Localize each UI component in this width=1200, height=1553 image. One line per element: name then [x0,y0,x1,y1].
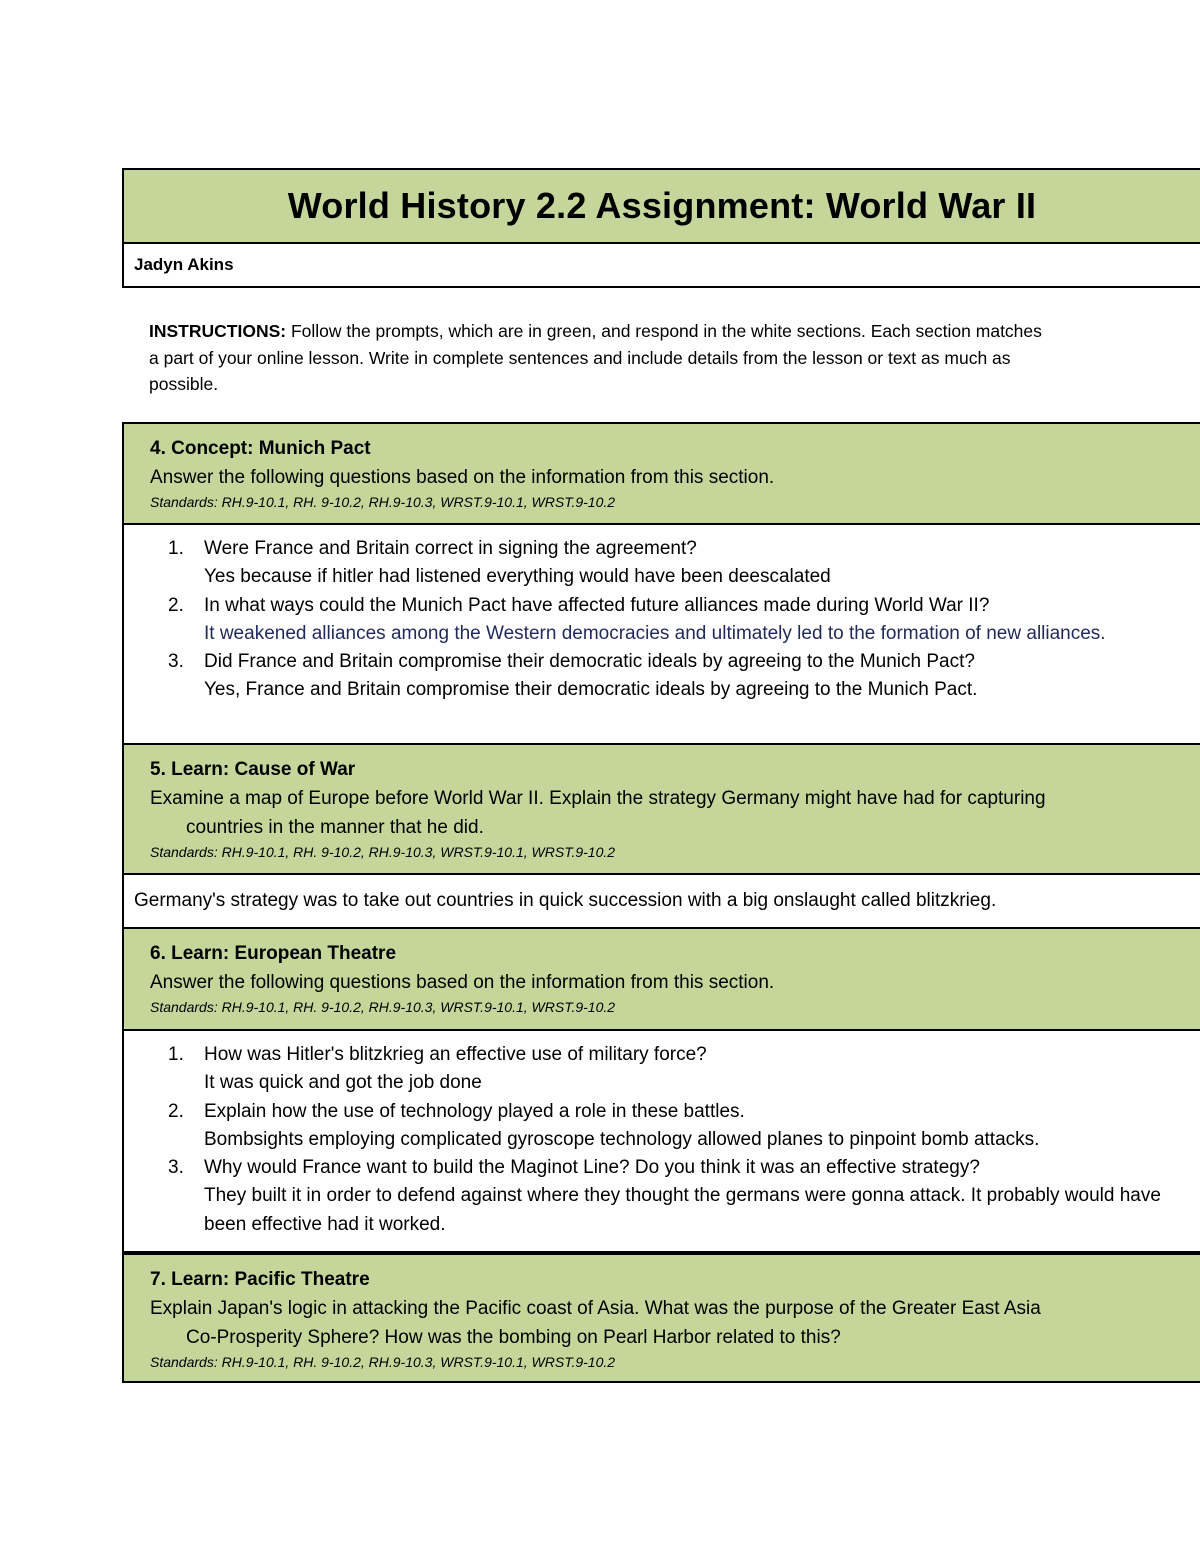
list-item [168,648,1200,705]
section-4-prompt [122,422,1200,525]
page-title: World History 2.2 Assignment: World War II [287,185,1037,226]
answer-text[interactable]: Bombsights employing complicated gyroscope technology allowed planes to pinpoint bomb attacks. [204,1128,1040,1150]
section-7-prompt [122,1253,1200,1383]
answer-text[interactable]: Germany's strategy was to take out countries in quick succession with a big onslaught called blitzkrieg. [134,890,997,911]
list-item [168,592,1200,649]
question-text: How was Hitler's blitzkrieg an effective use of military force? [204,1044,707,1065]
question-text: Were France and Britain correct in signing the agreement? [204,538,697,559]
item-number: 3. [168,1157,184,1179]
answer-text[interactable]: It weakened alliances among the Western democracies and ultimately led to the formation of new alliances. [204,622,1106,644]
question-text: Why would France want to build the Maginot Line? Do you think it was an effective strategy? [204,1157,980,1179]
instructions-text: Follow the prompts, which are in green, and respond in the white sections. Each section matches a part of your online lesson. Write in complete sentences and include details from the lesson or text as much as possible. [149,321,1042,394]
section-6-prompt [122,929,1200,1031]
list-item [168,1098,1200,1155]
item-number: 1. [168,1044,184,1065]
answer-text[interactable]: Yes, France and Britain compromise their democratic ideals by agreeing to the Munich Pact. [204,679,978,701]
instructions-label: INSTRUCTIONS: [149,321,287,341]
answer-text[interactable]: Yes because if hitler had listened everything would have been deescalated [204,566,831,588]
standards: Standards: RH.9-10.1, RH. 9-10.2, RH.9-10.3, WRST.9-10.1, WRST.9-10.2 [150,1354,616,1370]
section-6-answers[interactable] [122,1031,1200,1253]
question-text: Did France and Britain compromise their democratic ideals by agreeing to the Munich Pact? [204,651,975,673]
prompt-line-cont: Co-Prosperity Sphere? How was the bombing on Pearl Harbor related to this? [186,1327,841,1348]
section-5-prompt [122,745,1200,875]
list-item [168,535,1200,592]
title-row [122,168,1200,244]
item-number: 2. [168,1100,184,1122]
standards: Standards: RH.9-10.1, RH. 9-10.2, RH.9-10.3, WRST.9-10.1, WRST.9-10.2 [150,844,616,860]
prompt-line-cont: countries in the manner that he did. [186,817,484,838]
section-prompt: Answer the following questions based on the information from this section. [150,467,775,488]
standards: Standards: RH.9-10.1, RH. 9-10.2, RH.9-10.3, WRST.9-10.1, WRST.9-10.2 [150,494,616,510]
worksheet [122,168,1200,1383]
answer-text[interactable]: They built it in order to defend against where they thought the germans were gonna attack. It probably would have been effective had it worked. [204,1185,1161,1235]
standards: Standards: RH.9-10.1, RH. 9-10.2, RH.9-10.3, WRST.9-10.1, WRST.9-10.2 [150,999,616,1015]
section-title: 4. Concept: Munich Pact [150,438,371,459]
section-prompt [150,784,1200,842]
question-text: In what ways could the Munich Pact have affected future alliances made during World War II? [204,594,990,616]
item-number: 3. [168,651,184,673]
item-number: 2. [168,594,184,616]
section-title: 5. Learn: Cause of War [150,759,356,780]
item-number: 1. [168,538,184,559]
section-prompt: Answer the following questions based on the information from this section. [150,972,775,993]
prompt-line: Explain Japan's logic in attacking the Pacific coast of Asia. What was the purpose of the Greater East Asia [150,1298,1041,1319]
list-item [168,1041,1200,1098]
instructions [122,288,1042,422]
student-name-row [122,244,1200,288]
section-5-answer[interactable] [122,875,1200,929]
section-title: 6. Learn: European Theatre [150,943,397,964]
prompt-line: Examine a map of Europe before World War II. Explain the strategy Germany might have had for capturing [150,788,1046,809]
section-4-answers[interactable] [122,525,1200,745]
list-item [168,1154,1200,1239]
answer-text[interactable]: It was quick and got the job done [204,1072,482,1094]
question-text: Explain how the use of technology played a role in these battles. [204,1100,745,1122]
student-name: Jadyn Akins [134,255,234,274]
section-prompt [150,1294,1200,1352]
section-title: 7. Learn: Pacific Theatre [150,1269,370,1290]
